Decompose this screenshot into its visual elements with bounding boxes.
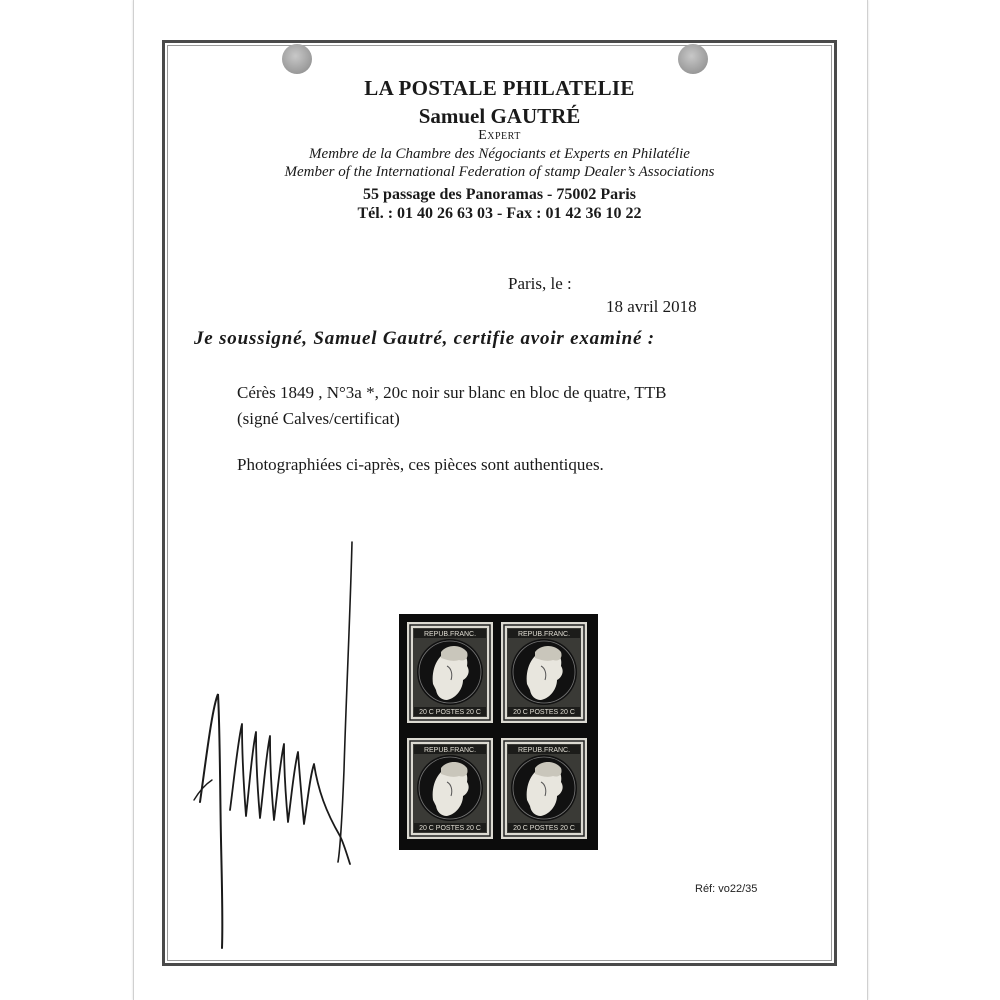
expert-title: Expert xyxy=(478,128,521,143)
stamp-top-text-1: REPUB.FRANC. xyxy=(423,631,477,638)
stamp-top-text-2: REPUB.FRANC. xyxy=(517,631,571,638)
item-description: Cérès 1849 , N°3a *, 20c noir sur blanc en bloc de quatre, TTB xyxy=(237,383,667,402)
item-note: (signé Calves/certificat) xyxy=(237,409,400,428)
stamp-bottom-text-4: 20 C POSTES 20 C xyxy=(513,825,575,832)
place-label: Paris, le : xyxy=(508,274,572,293)
membership-french: Membre de la Chambre des Négociants et Experts en Philatélie xyxy=(309,146,690,162)
address: 55 passage des Panoramas - 75002 Paris xyxy=(363,186,636,203)
expert-name: Samuel GAUTRÉ xyxy=(418,104,581,128)
phone-fax: Tél. : 01 40 26 63 03 - Fax : 01 42 36 10 22 xyxy=(357,205,642,222)
stamp-top-text-4: REPUB.FRANC. xyxy=(517,747,571,754)
stamp-bottom-text-3: 20 C POSTES 20 C xyxy=(419,825,481,832)
handwritten-signature xyxy=(190,540,390,960)
certification-statement: Je soussigné, Samuel Gautré, certifie avoir examiné : xyxy=(194,328,655,349)
stamp-block-photo xyxy=(399,614,598,850)
membership-english: Member of the International Federation of stamp Dealer’s Associations xyxy=(284,164,715,180)
punch-hole-right xyxy=(678,44,708,74)
stamp-top-text-3: REPUB.FRANC. xyxy=(423,747,477,754)
stamp-bottom-text-1: 20 C POSTES 20 C xyxy=(419,709,481,716)
certificate-date: 18 avril 2018 xyxy=(606,297,697,316)
authenticity-statement: Photographiées ci-après, ces pièces sont authentiques. xyxy=(237,455,604,474)
punch-hole-left xyxy=(282,44,312,74)
company-name: LA POSTALE PHILATELIE xyxy=(364,76,635,100)
reference-number: Réf: vo22/35 xyxy=(695,883,758,895)
stamp-bottom-text-2: 20 C POSTES 20 C xyxy=(513,709,575,716)
